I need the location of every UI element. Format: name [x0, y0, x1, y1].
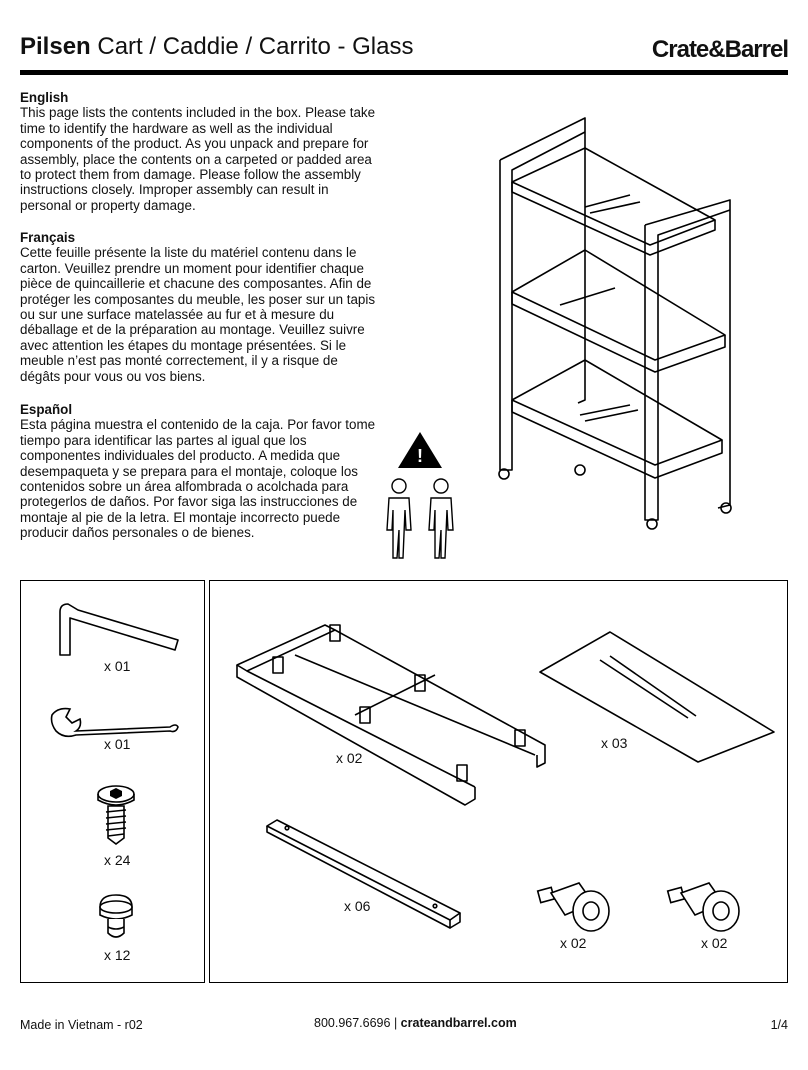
origin-note: Made in Vietnam - r02	[20, 1018, 143, 1032]
frame-icon	[235, 615, 555, 815]
glass-shelf-icon	[538, 630, 778, 765]
section-french	[20, 230, 380, 384]
wrench-icon	[50, 705, 180, 740]
section-heading: Français	[20, 230, 76, 245]
glide-qty: x 12	[104, 947, 131, 963]
page-number: 1/4	[770, 1018, 788, 1032]
caster-left-qty: x 02	[560, 935, 587, 951]
brand-logo: Crate&Barrel	[651, 36, 788, 63]
section-heading: English	[20, 90, 69, 105]
glide-icon	[96, 893, 140, 945]
caster-right-qty: x 02	[701, 935, 728, 951]
allen-key-icon	[50, 600, 180, 660]
product-subtitle: Cart / Caddie / Carrito - Glass	[97, 33, 414, 60]
header-rule	[20, 70, 788, 75]
two-person-lift-icon	[387, 479, 453, 558]
product-name: Pilsen	[20, 33, 91, 60]
rail-qty: x 06	[344, 898, 371, 914]
section-heading: Español	[20, 402, 73, 417]
section-body: Esta página muestra el contenido de la caja. Por favor tome tiempo para identificar las partes al igual que los componentes individuales del producto. A medida que desempaqueta y se prepara para el montaje, coloque los contenidos sobre un área alfombrada o acolchada para protegerlos de daños. Por favor siga las instrucciones de montaje al pie de la letra. El montaje incorrecto puede producir daños personales o de bienes.	[20, 417, 376, 541]
website-link[interactable]: crateandbarrel.com	[400, 1016, 517, 1030]
section-english	[20, 90, 380, 213]
phone-number: 800.967.6696 |	[314, 1016, 398, 1030]
warning-triangle-icon	[380, 430, 480, 570]
allen-key-qty: x 01	[104, 658, 131, 674]
section-spanish	[20, 402, 380, 541]
caster-right-icon	[665, 875, 745, 935]
warning-symbol: !	[417, 446, 423, 466]
frame-qty: x 02	[336, 750, 363, 766]
glass-shelf-qty: x 03	[601, 735, 628, 751]
section-body: Cette feuille présente la liste du matériel contenu dans le carton. Veuillez prendre un moment pour identifier chaque pièce de quincaillerie et chacune des composantes. Afin de protéger les composantes du meuble, les poser sur un tapis ou sur une surface matelassée au fur et à mesure du déballage et de la préparation au montage. Veuillez suivre avec attention les étapes du montage présentées. Si le meuble n’est pas monté correctement, il y a risque de dégâts pour vous ou vos biens.	[20, 245, 376, 384]
page-title	[20, 33, 413, 61]
warning-group	[380, 430, 480, 570]
section-body: This page lists the contents included in the box. Please take time to identify the hardware as well as the individual components of the product. As you unpack and prepare for assembly, place the contents on a carpeted or padded area to protect them from damage. Please follow the assembly instructions closely. Improper assembly can result in personal or property damage.	[20, 105, 376, 213]
screw-icon	[92, 780, 142, 845]
rail-icon	[265, 818, 465, 936]
screw-qty: x 24	[104, 852, 131, 868]
wrench-qty: x 01	[104, 736, 131, 752]
cart-illustration	[490, 110, 750, 540]
caster-left-icon	[535, 875, 615, 935]
contact-info	[314, 1016, 517, 1030]
